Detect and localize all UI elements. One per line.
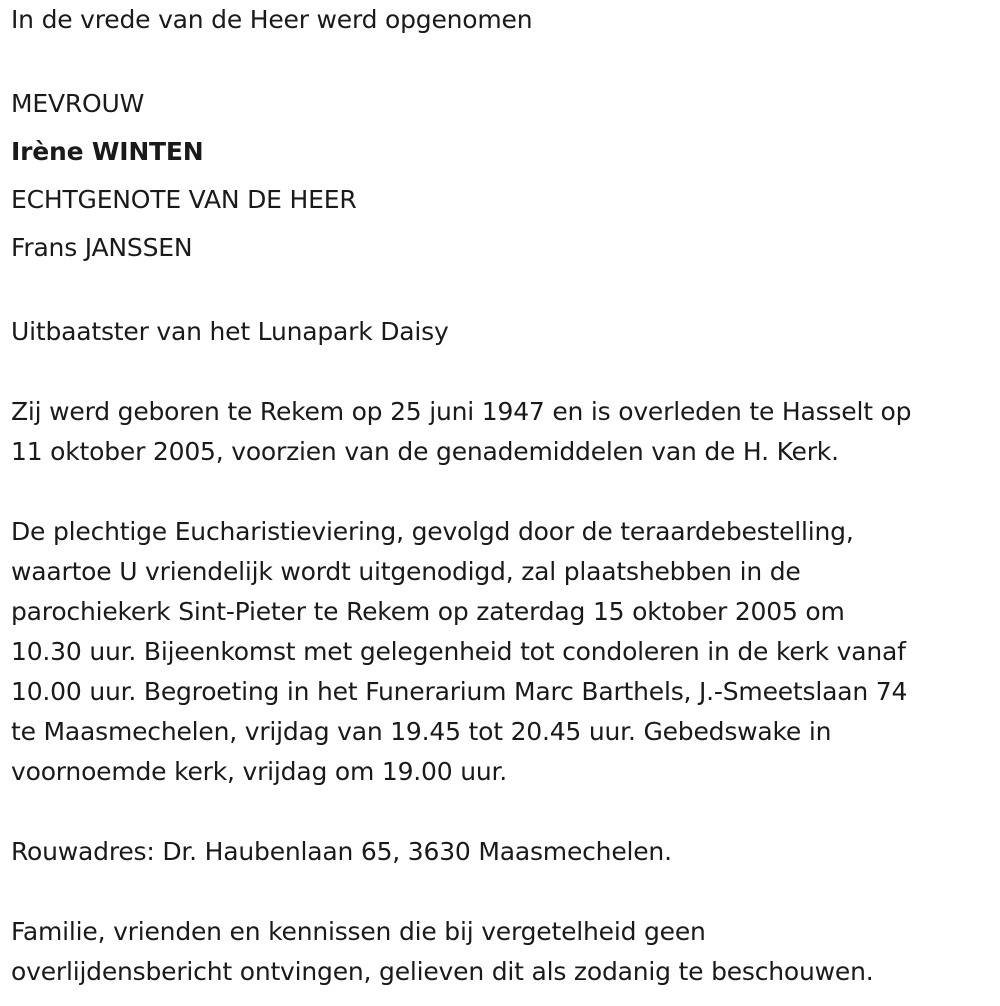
paragraph-line: 10.00 uur. Begroeting in het Funerarium Marc Barthels, J.-Smeetslaan 74 xyxy=(11,677,908,706)
paragraph-line: 10.30 uur. Bijeenkomst met gelegenheid tot condoleren in de kerk vanaf xyxy=(11,637,906,666)
spouse-label: ECHTGENOTE VAN DE HEER xyxy=(11,185,357,214)
ceremony-paragraph xyxy=(11,512,991,792)
spacer xyxy=(11,40,991,80)
birth-death-paragraph xyxy=(11,392,991,472)
spacer xyxy=(11,352,991,392)
spacer xyxy=(11,472,991,512)
closing-paragraph xyxy=(11,912,991,992)
paragraph-line: parochiekerk Sint-Pieter te Rekem op zaterdag 15 oktober 2005 om xyxy=(11,597,845,626)
paragraph-line: 11 oktober 2005, voorzien van de genademiddelen van de H. Kerk. xyxy=(11,437,839,466)
occupation-line: Uitbaatster van het Lunapark Daisy xyxy=(11,317,449,346)
address-line: Rouwadres: Dr. Haubenlaan 65, 3630 Maasmechelen. xyxy=(11,837,672,866)
deceased-name: Irène WINTEN xyxy=(11,137,204,166)
paragraph-line: waartoe U vriendelijk wordt uitgenodigd, zal plaatshebben in de xyxy=(11,557,801,586)
title-line: MEVROUW xyxy=(11,89,145,118)
paragraph-line: voornoemde kerk, vrijdag om 19.00 uur. xyxy=(11,757,508,786)
spacer xyxy=(11,272,991,312)
spouse-name: Frans JANSSEN xyxy=(11,233,193,262)
paragraph-line: Zij werd geboren te Rekem op 25 juni 1947 en is overleden te Hasselt op xyxy=(11,397,912,426)
obituary-notice xyxy=(11,0,991,992)
paragraph-line: De plechtige Eucharistieviering, gevolgd door de teraardebestelling, xyxy=(11,517,854,546)
opening-line: In de vrede van de Heer werd opgenomen xyxy=(11,5,533,34)
spacer xyxy=(11,872,991,912)
paragraph-line: te Maasmechelen, vrijdag van 19.45 tot 20.45 uur. Gebedswake in xyxy=(11,717,832,746)
paragraph-line: overlijdensbericht ontvingen, gelieven dit als zodanig te beschouwen. xyxy=(11,957,874,986)
paragraph-line: Familie, vrienden en kennissen die bij vergetelheid geen xyxy=(11,917,706,946)
spacer xyxy=(11,792,991,832)
